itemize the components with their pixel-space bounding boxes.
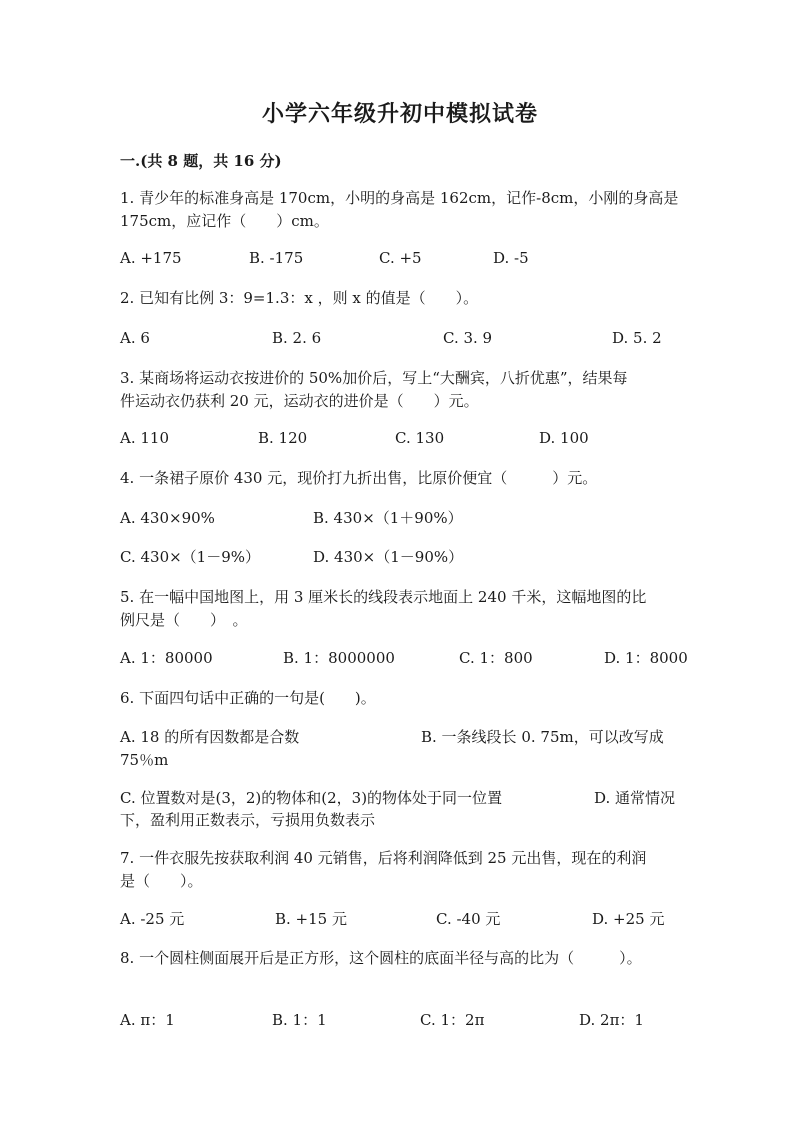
question-6-option-b: B. 一条线段长 0. 75m，可以改写成: [421, 728, 664, 746]
question-3-option-a: A. 110: [120, 429, 169, 447]
question-1-line-2: 175cm，应记作（ ）cm。: [120, 212, 329, 230]
question-3-line-1: 3. 某商场将运动衣按进价的 50%加价后，写上“大酬宾，八折优惠”，结果每: [120, 369, 628, 387]
question-6-option-b-wrap: 75％m: [120, 751, 169, 769]
question-7-option-d: D. +25 元: [592, 910, 665, 928]
question-8-option-a: A. π：1: [120, 1011, 175, 1029]
question-7-option-b: B. +15 元: [275, 910, 347, 928]
question-2-option-a: A. 6: [120, 329, 150, 347]
question-5-line-1: 5. 在一幅中国地图上，用 3 厘米长的线段表示地面上 240 千米，这幅地图的比: [120, 588, 647, 606]
question-1-option-a: A. +175: [120, 249, 182, 267]
question-5-option-d: D. 1：8000: [604, 649, 688, 667]
question-3-line-2: 件运动衣仍获利 20 元，运动衣的进价是（ ）元。: [120, 392, 479, 410]
question-4-option-d: D. 430×（1－90%）: [313, 548, 464, 566]
question-8-line-1: 8. 一个圆柱侧面展开后是正方形，这个圆柱的底面半径与高的比为（ ）。: [120, 949, 642, 967]
question-3-option-d: D. 100: [539, 429, 589, 447]
question-6-option-a: A. 18 的所有因数都是合数: [120, 728, 300, 746]
question-4-option-b: B. 430×（1＋90%）: [313, 509, 463, 527]
question-1-option-d: D. -5: [493, 249, 529, 267]
question-5-line-2: 例尺是（ ） 。: [120, 611, 248, 629]
question-4-option-a: A. 430×90%: [120, 509, 215, 527]
question-2-line-1: 2. 已知有比例 3：9=1.3：x ，则 x 的值是（ ）。: [120, 289, 479, 307]
question-8-option-b: B. 1：1: [272, 1011, 327, 1029]
question-1-option-c: C. +5: [379, 249, 422, 267]
question-5-option-b: B. 1：8000000: [283, 649, 395, 667]
question-8-option-c: C. 1：2π: [420, 1011, 485, 1029]
section-heading: 一.(共 8 题，共 16 分): [120, 152, 282, 170]
question-2-option-b: B. 2. 6: [272, 329, 322, 347]
question-3-option-c: C. 130: [395, 429, 445, 447]
page-title: 小学六年级升初中模拟试卷: [261, 101, 538, 127]
question-5-option-c: C. 1：800: [459, 649, 533, 667]
question-7-option-c: C. -40 元: [436, 910, 501, 928]
question-7-option-a: A. -25 元: [120, 910, 185, 928]
question-2-option-d: D. 5. 2: [612, 329, 662, 347]
question-4-option-c: C. 430×（1－9%）: [120, 548, 261, 566]
question-1-option-b: B. -175: [249, 249, 304, 267]
question-7-line-1: 7. 一件衣服先按获取利润 40 元销售，后将利润降低到 25 元出售，现在的利润: [120, 849, 647, 867]
question-6-option-d-wrap: 下，盈利用正数表示，亏损用负数表示: [120, 811, 376, 829]
question-3-option-b: B. 120: [258, 429, 308, 447]
question-5-option-a: A. 1：80000: [120, 649, 213, 667]
question-8-option-d: D. 2π：1: [579, 1011, 644, 1029]
question-7-line-2: 是（ ）。: [120, 872, 203, 890]
question-6-option-c: C. 位置数对是(3，2)的物体和(2，3)的物体处于同一位置: [120, 789, 503, 807]
question-6-option-d: D. 通常情况: [594, 789, 676, 807]
question-1-line-1: 1. 青少年的标准身高是 170cm，小明的身高是 162cm，记作-8cm，小刚的身高是: [120, 189, 679, 207]
question-6-line-1: 6. 下面四句话中正确的一句是( )。: [120, 689, 376, 707]
question-2-option-c: C. 3. 9: [443, 329, 493, 347]
question-4-line-1: 4. 一条裙子原价 430 元，现价打九折出售，比原价便宜（ ）元。: [120, 469, 598, 487]
